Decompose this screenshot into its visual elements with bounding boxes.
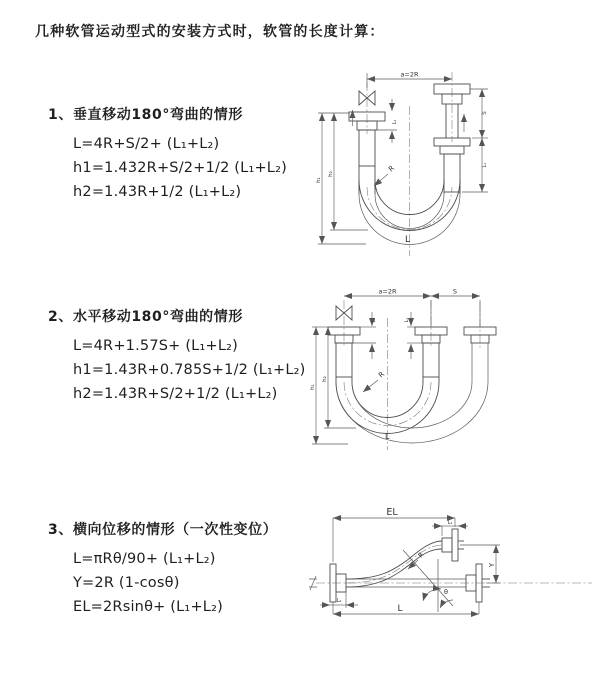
dim-label-h2: h₂: [322, 376, 328, 382]
diagram-2-drawing: [308, 282, 600, 458]
s-curve-hose: [346, 541, 442, 587]
diagram-lateral-displacement: [300, 502, 600, 652]
radius-label: R: [377, 370, 387, 380]
dim-label-l2: L₂: [372, 317, 377, 323]
dim-label-h2: h₂: [328, 171, 334, 177]
length-label: L: [385, 432, 390, 441]
dim-label-span: a=2R: [400, 70, 419, 79]
dim-label-l2: L₂: [336, 598, 342, 604]
diagram-3-drawing: [300, 502, 600, 648]
section-1-heading: 1、垂直移动180°弯曲的情形: [48, 107, 243, 123]
diagram-1-drawing: [310, 66, 600, 262]
length-label: L: [397, 604, 403, 614]
dim-label-l1: L₁: [447, 520, 453, 526]
construction-lines: [403, 550, 453, 612]
page-title: 几种软管运动型式的安装方式时，软管的长度计算：: [35, 24, 385, 40]
formula-h2: h2=1.43R+S/2+1/2 (L₁+L₂): [73, 386, 278, 402]
pipe-break-mark: [309, 576, 317, 590]
shifted-hose-assembly: [464, 327, 496, 382]
radius-label: R: [387, 164, 397, 174]
length-label: L: [405, 235, 411, 245]
dimension-lines: [310, 288, 480, 445]
dim-label-s: S: [482, 111, 488, 115]
radius-label: R: [416, 550, 426, 560]
formula-y: Y=2R (1-cosθ): [73, 575, 180, 591]
diagram-horizontal-180-bend: [308, 282, 600, 462]
u-bend-hose: [336, 382, 488, 443]
diagram-vertical-180-bend: [310, 66, 600, 266]
formula-h1: h1=1.43R+0.785S+1/2 (L₁+L₂): [73, 362, 306, 378]
section-1: [48, 104, 287, 200]
section-2: [48, 306, 306, 402]
formula-l: L=4R+S/2+ (L₁+L₂): [73, 136, 220, 152]
el-label: EL: [386, 507, 398, 518]
left-hose-assembly: [349, 112, 385, 194]
left-hose-assembly: [328, 327, 360, 382]
dim-label-l1: L₁: [483, 162, 488, 168]
formula-h2: h2=1.43R+1/2 (L₁+L₂): [73, 184, 242, 200]
middle-hose-assembly: [415, 327, 447, 382]
formula-h1: h1=1.432R+S/2+1/2 (L₁+L₂): [73, 160, 287, 176]
y-label: Y: [488, 562, 496, 568]
dim-label-h1: h₁: [316, 177, 322, 183]
section-3: [48, 519, 277, 615]
formula-el: EL=2Rsinθ+ (L₁+L₂): [73, 599, 223, 615]
theta-label: θ: [444, 588, 448, 596]
dim-label-span: a=2R: [378, 287, 397, 296]
dim-label-stroke: S: [452, 287, 458, 296]
dim-label-l2: L₂: [393, 119, 398, 125]
formula-l: L=πRθ/90+ (L₁+L₂): [73, 551, 216, 567]
dim-label-h1: h₁: [310, 384, 316, 390]
formula-l: L=4R+1.57S+ (L₁+L₂): [73, 338, 238, 354]
section-3-heading: 3、横向位移的情形（一次性变位）: [48, 522, 278, 538]
dim-label-l1: L₁: [405, 317, 410, 323]
section-2-heading: 2、水平移动180°弯曲的情形: [48, 309, 243, 325]
